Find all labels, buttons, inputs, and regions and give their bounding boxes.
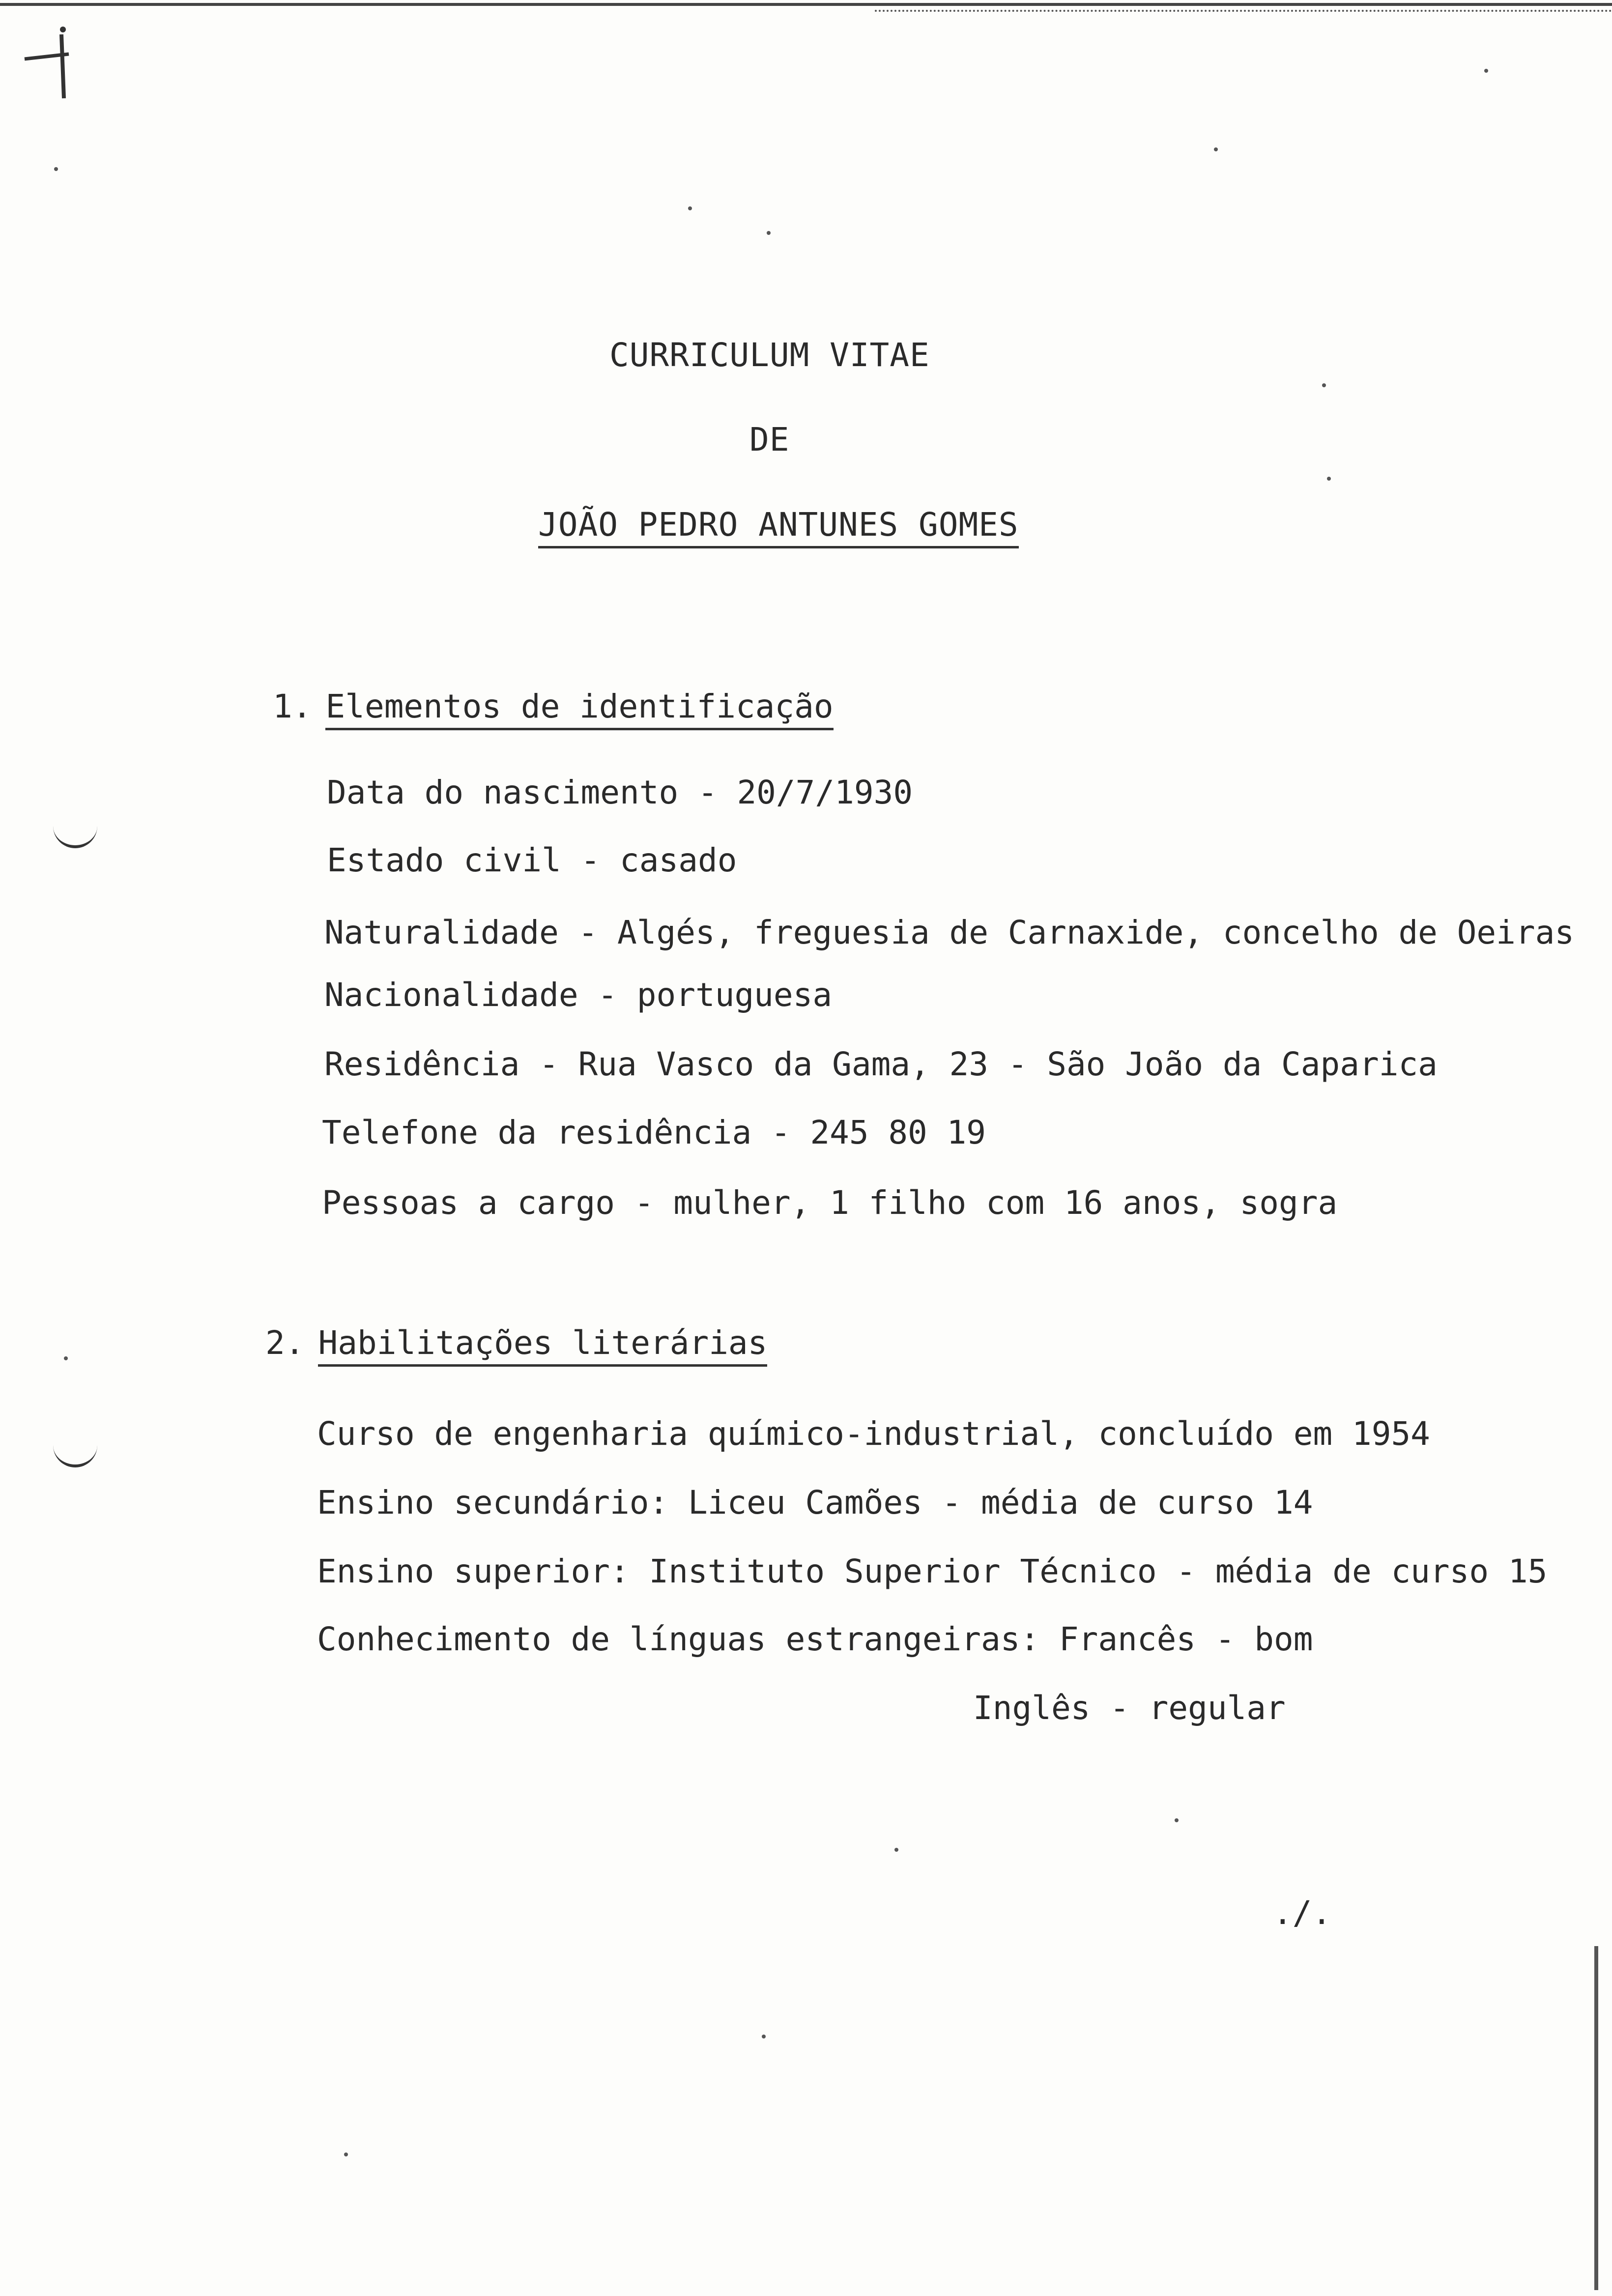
scan-speck (1214, 147, 1218, 151)
identification-phone: Telefone da residência - 245 80 19 (322, 1114, 986, 1151)
scan-speck (1327, 477, 1331, 481)
scan-top-edge (0, 3, 1612, 6)
punch-hole-mark (53, 826, 97, 848)
identification-dependents: Pessoas a cargo - mulher, 1 filho com 16 anos, sogra (322, 1184, 1338, 1222)
scan-speck (1175, 1818, 1179, 1822)
scan-speck (64, 1356, 68, 1360)
identification-marital-status: Estado civil - casado (327, 841, 737, 879)
scan-speck (1322, 383, 1326, 387)
continuation-mark: ./. (1273, 1894, 1332, 1932)
scan-right-edge (1594, 1946, 1598, 2290)
education-languages-continuation: Inglês - regular (973, 1689, 1286, 1727)
scan-speck (344, 2152, 348, 2156)
scan-speck (767, 231, 771, 235)
scan-top-edge-dotted (875, 10, 1612, 14)
identification-residence: Residência - Rua Vasco da Gama, 23 - São João da Caparica (324, 1045, 1438, 1083)
identification-nationality: Nacionalidade - portuguesa (324, 976, 833, 1014)
education-degree: Curso de engenharia químico-industrial, concluído em 1954 (317, 1415, 1430, 1453)
education-languages: Conhecimento de línguas estrangeiras: Francês - bom (317, 1620, 1313, 1658)
scan-speck (688, 206, 692, 210)
scan-speck (894, 1848, 898, 1852)
person-name: JOÃO PEDRO ANTUNES GOMES (538, 509, 1019, 548)
identification-birthplace: Naturalidade - Algés, freguesia de Carnaxide, concelho de Oeiras (324, 914, 1575, 951)
section-title: Habilitações literárias (318, 1327, 767, 1367)
scan-speck (762, 2035, 766, 2038)
scan-speck (1484, 69, 1488, 73)
handwritten-mark (15, 15, 93, 113)
section-heading-identification (273, 690, 834, 730)
section-number: 1. (273, 688, 312, 725)
section-number: 2. (265, 1324, 305, 1362)
identification-birth-date: Data do nascimento - 20/7/1930 (327, 774, 913, 811)
education-higher: Ensino superior: Instituto Superior Técnico - média de curso 15 (317, 1552, 1548, 1590)
section-title: Elementos de identificação (325, 690, 833, 730)
title-connector: DE (749, 421, 790, 459)
section-heading-education (265, 1324, 768, 1367)
punch-hole-mark (53, 1445, 97, 1467)
education-secondary: Ensino secundário: Liceu Camões - média de curso 14 (317, 1484, 1313, 1521)
scan-speck (54, 167, 58, 171)
document-title: CURRICULUM VITAE (609, 336, 930, 374)
